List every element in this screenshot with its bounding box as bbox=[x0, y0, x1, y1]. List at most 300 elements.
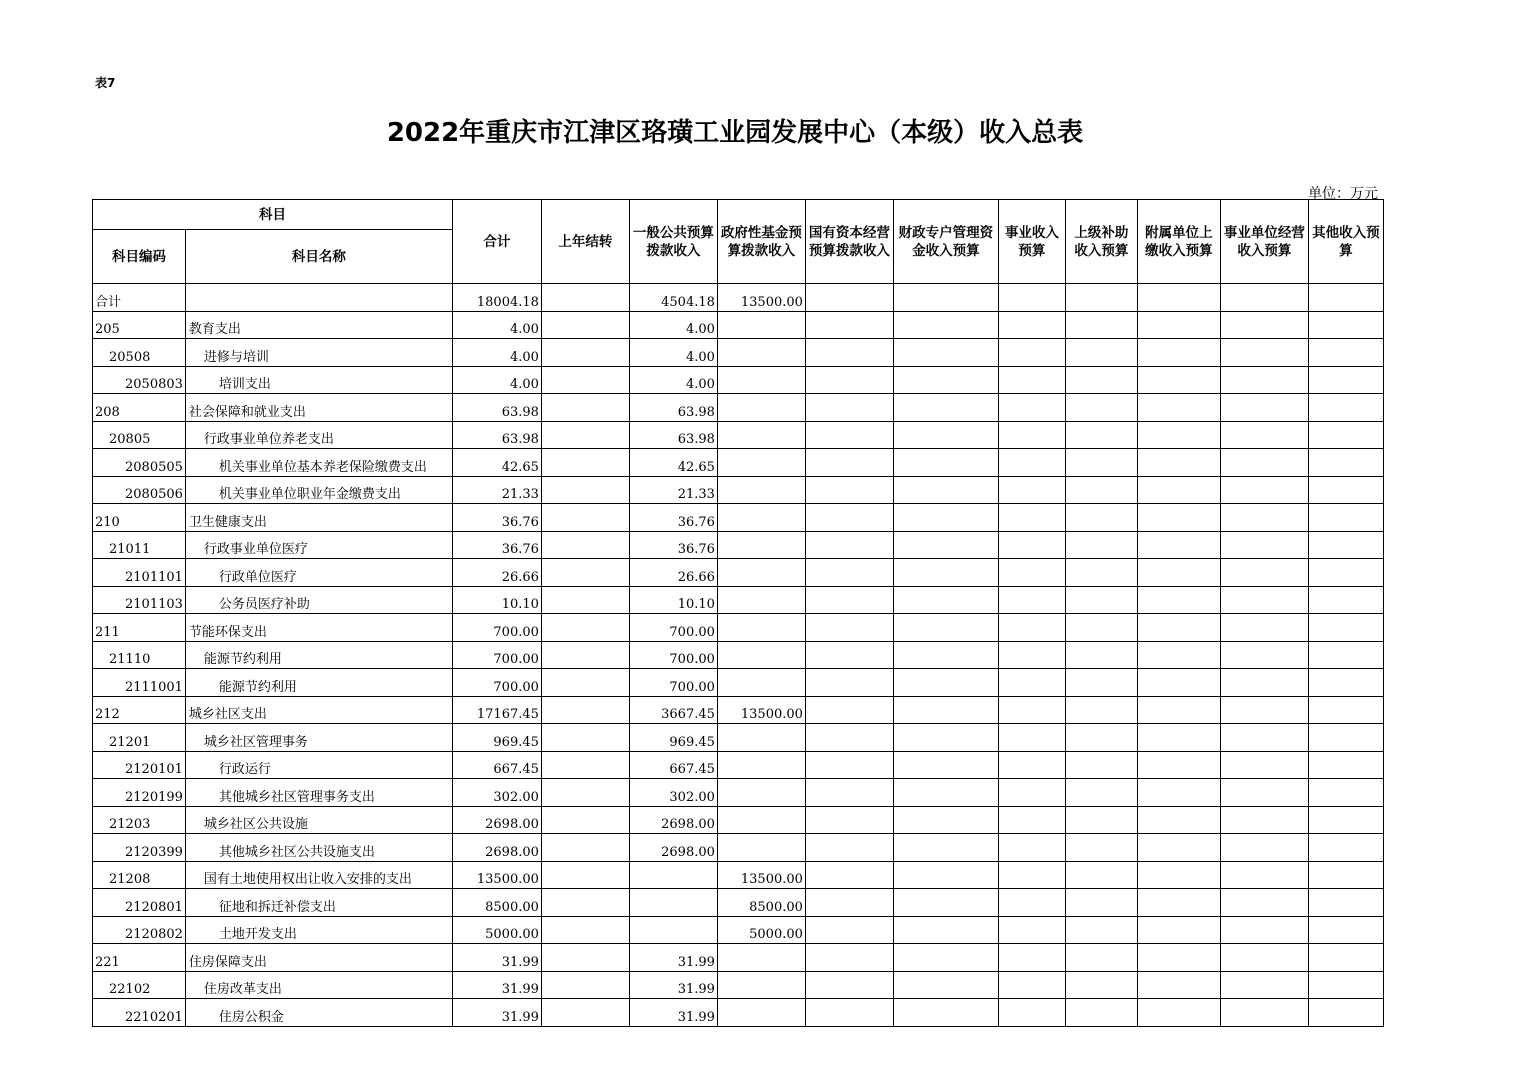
table-row bbox=[93, 724, 1384, 752]
gov-fund-cell: 8500.00 bbox=[717, 889, 805, 917]
empty-cell bbox=[1308, 806, 1383, 834]
empty-cell bbox=[805, 834, 893, 862]
empty-cell bbox=[1308, 449, 1383, 477]
empty-cell bbox=[1065, 751, 1137, 779]
empty-cell bbox=[1308, 696, 1383, 724]
total-cell: 26.66 bbox=[452, 559, 541, 587]
subject-name: 行政单位医疗 bbox=[185, 559, 452, 587]
empty-cell bbox=[893, 834, 998, 862]
empty-cell bbox=[998, 724, 1065, 752]
carryover-cell bbox=[541, 834, 629, 862]
general-budget-cell: 42.65 bbox=[629, 449, 717, 477]
subject-code: 2120101 bbox=[93, 751, 186, 779]
gov-fund-cell bbox=[717, 586, 805, 614]
empty-cell bbox=[805, 531, 893, 559]
empty-cell bbox=[1065, 779, 1137, 807]
empty-cell bbox=[893, 696, 998, 724]
total-cell: 4.00 bbox=[452, 311, 541, 339]
empty-cell bbox=[1065, 421, 1137, 449]
empty-cell bbox=[1220, 586, 1308, 614]
empty-cell bbox=[998, 449, 1065, 477]
total-cell: 2698.00 bbox=[452, 834, 541, 862]
empty-cell bbox=[1137, 861, 1220, 889]
subject-code: 205 bbox=[93, 311, 186, 339]
empty-cell bbox=[1137, 449, 1220, 477]
carryover-cell bbox=[541, 614, 629, 642]
empty-cell bbox=[1137, 889, 1220, 917]
table-row bbox=[93, 449, 1384, 477]
carryover-cell bbox=[541, 586, 629, 614]
empty-cell bbox=[998, 586, 1065, 614]
carryover-cell bbox=[541, 861, 629, 889]
subject-code: 2210201 bbox=[93, 999, 186, 1027]
empty-cell bbox=[1137, 641, 1220, 669]
page-title: 2022年重庆市江津区珞璜工业园发展中心（本级）收入总表 bbox=[386, 118, 1084, 148]
empty-cell bbox=[998, 971, 1065, 999]
empty-cell bbox=[1220, 944, 1308, 972]
subject-name: 节能环保支出 bbox=[185, 614, 452, 642]
general-budget-cell: 969.45 bbox=[629, 724, 717, 752]
empty-cell bbox=[805, 586, 893, 614]
general-budget-cell: 3667.45 bbox=[629, 696, 717, 724]
subject-code: 211 bbox=[93, 614, 186, 642]
table-row bbox=[93, 531, 1384, 559]
empty-cell bbox=[805, 916, 893, 944]
general-budget-cell: 21.33 bbox=[629, 476, 717, 504]
subject-name: 能源节约利用 bbox=[185, 669, 452, 697]
empty-cell bbox=[1220, 834, 1308, 862]
gov-fund-cell bbox=[717, 999, 805, 1027]
general-budget-cell bbox=[629, 861, 717, 889]
general-budget-cell: 36.76 bbox=[629, 531, 717, 559]
subject-code: 2120801 bbox=[93, 889, 186, 917]
empty-cell bbox=[805, 366, 893, 394]
general-budget-cell: 700.00 bbox=[629, 669, 717, 697]
table-row bbox=[93, 669, 1384, 697]
empty-cell bbox=[1220, 614, 1308, 642]
carryover-cell bbox=[541, 696, 629, 724]
general-budget-cell bbox=[629, 889, 717, 917]
header-total: 合计 bbox=[452, 200, 541, 284]
general-budget-cell: 667.45 bbox=[629, 751, 717, 779]
empty-cell bbox=[1308, 476, 1383, 504]
general-budget-cell: 700.00 bbox=[629, 641, 717, 669]
table-row bbox=[93, 394, 1384, 422]
subject-code: 2080506 bbox=[93, 476, 186, 504]
table-row bbox=[93, 999, 1384, 1027]
general-budget-cell: 36.76 bbox=[629, 504, 717, 532]
empty-cell bbox=[998, 751, 1065, 779]
subject-name: 培训支出 bbox=[185, 366, 452, 394]
total-cell: 31.99 bbox=[452, 999, 541, 1027]
gov-fund-cell bbox=[717, 834, 805, 862]
carryover-cell bbox=[541, 394, 629, 422]
subject-name: 其他城乡社区公共设施支出 bbox=[185, 834, 452, 862]
total-cell: 700.00 bbox=[452, 669, 541, 697]
carryover-cell bbox=[541, 971, 629, 999]
table-label: 表7 bbox=[95, 76, 116, 90]
subject-name: 住房公积金 bbox=[185, 999, 452, 1027]
empty-cell bbox=[893, 751, 998, 779]
empty-cell bbox=[1220, 394, 1308, 422]
total-cell: 4.00 bbox=[452, 366, 541, 394]
empty-cell bbox=[1308, 311, 1383, 339]
empty-cell bbox=[998, 669, 1065, 697]
empty-cell bbox=[998, 806, 1065, 834]
gov-fund-cell bbox=[717, 311, 805, 339]
table-row bbox=[93, 614, 1384, 642]
empty-cell bbox=[893, 669, 998, 697]
empty-cell bbox=[1220, 779, 1308, 807]
general-budget-cell: 4.00 bbox=[629, 339, 717, 367]
empty-cell bbox=[1308, 586, 1383, 614]
total-cell: 700.00 bbox=[452, 614, 541, 642]
income-summary-table bbox=[92, 199, 1384, 1027]
table-row bbox=[93, 421, 1384, 449]
empty-cell bbox=[1308, 999, 1383, 1027]
table-row bbox=[93, 504, 1384, 532]
empty-cell bbox=[805, 944, 893, 972]
table-row bbox=[93, 916, 1384, 944]
empty-cell bbox=[1065, 861, 1137, 889]
subject-name: 社会保障和就业支出 bbox=[185, 394, 452, 422]
empty-cell bbox=[998, 999, 1065, 1027]
empty-cell bbox=[1137, 669, 1220, 697]
total-cell: 31.99 bbox=[452, 944, 541, 972]
table-row bbox=[93, 586, 1384, 614]
empty-cell bbox=[805, 394, 893, 422]
subject-name: 其他城乡社区管理事务支出 bbox=[185, 779, 452, 807]
carryover-cell bbox=[541, 366, 629, 394]
header-state-capital: 国有资本经营预算拨款收入 bbox=[805, 200, 893, 284]
total-cell: 2698.00 bbox=[452, 806, 541, 834]
empty-cell bbox=[1137, 476, 1220, 504]
total-cell: 5000.00 bbox=[452, 916, 541, 944]
table-row bbox=[93, 944, 1384, 972]
empty-cell bbox=[1220, 669, 1308, 697]
header-name: 科目名称 bbox=[185, 230, 452, 284]
subject-code: 21201 bbox=[93, 724, 186, 752]
empty-cell bbox=[805, 504, 893, 532]
empty-cell bbox=[893, 916, 998, 944]
general-budget-cell: 63.98 bbox=[629, 421, 717, 449]
empty-cell bbox=[1308, 421, 1383, 449]
subject-name: 行政事业单位医疗 bbox=[185, 531, 452, 559]
empty-cell bbox=[1137, 531, 1220, 559]
empty-cell bbox=[1220, 806, 1308, 834]
empty-cell bbox=[1065, 889, 1137, 917]
subject-code: 2120399 bbox=[93, 834, 186, 862]
header-code: 科目编码 bbox=[93, 230, 186, 284]
total-cell: 969.45 bbox=[452, 724, 541, 752]
table-row bbox=[93, 751, 1384, 779]
carryover-cell bbox=[541, 779, 629, 807]
subject-name bbox=[185, 284, 452, 312]
empty-cell bbox=[1308, 751, 1383, 779]
empty-cell bbox=[893, 559, 998, 587]
carryover-cell bbox=[541, 339, 629, 367]
general-budget-cell: 31.99 bbox=[629, 971, 717, 999]
general-budget-cell: 31.99 bbox=[629, 999, 717, 1027]
header-operating-income: 事业单位经营收入预算 bbox=[1220, 200, 1308, 284]
empty-cell bbox=[998, 916, 1065, 944]
empty-cell bbox=[1308, 944, 1383, 972]
total-cell: 21.33 bbox=[452, 476, 541, 504]
header-carryover: 上年结转 bbox=[541, 200, 629, 284]
header-superior-subsidy: 上级补助收入预算 bbox=[1065, 200, 1137, 284]
subject-name: 公务员医疗补助 bbox=[185, 586, 452, 614]
empty-cell bbox=[998, 421, 1065, 449]
empty-cell bbox=[1137, 724, 1220, 752]
gov-fund-cell bbox=[717, 779, 805, 807]
total-cell: 36.76 bbox=[452, 504, 541, 532]
subject-name: 机关事业单位基本养老保险缴费支出 bbox=[185, 449, 452, 477]
empty-cell bbox=[998, 559, 1065, 587]
empty-cell bbox=[805, 861, 893, 889]
empty-cell bbox=[998, 834, 1065, 862]
carryover-cell bbox=[541, 421, 629, 449]
empty-cell bbox=[1137, 971, 1220, 999]
empty-cell bbox=[1220, 311, 1308, 339]
carryover-cell bbox=[541, 751, 629, 779]
carryover-cell bbox=[541, 449, 629, 477]
table-row bbox=[93, 889, 1384, 917]
gov-fund-cell: 13500.00 bbox=[717, 284, 805, 312]
empty-cell bbox=[1137, 311, 1220, 339]
total-cell: 36.76 bbox=[452, 531, 541, 559]
empty-cell bbox=[1220, 861, 1308, 889]
gov-fund-cell bbox=[717, 669, 805, 697]
total-cell: 31.99 bbox=[452, 971, 541, 999]
header-affiliated-remit: 附属单位上缴收入预算 bbox=[1137, 200, 1220, 284]
empty-cell bbox=[893, 779, 998, 807]
empty-cell bbox=[805, 476, 893, 504]
empty-cell bbox=[1065, 476, 1137, 504]
empty-cell bbox=[893, 504, 998, 532]
subject-code: 21203 bbox=[93, 806, 186, 834]
empty-cell bbox=[1065, 449, 1137, 477]
subject-code: 2080505 bbox=[93, 449, 186, 477]
empty-cell bbox=[893, 806, 998, 834]
empty-cell bbox=[1137, 806, 1220, 834]
empty-cell bbox=[1065, 916, 1137, 944]
empty-cell bbox=[1308, 366, 1383, 394]
empty-cell bbox=[893, 724, 998, 752]
empty-cell bbox=[893, 999, 998, 1027]
total-cell: 13500.00 bbox=[452, 861, 541, 889]
carryover-cell bbox=[541, 889, 629, 917]
empty-cell bbox=[1065, 669, 1137, 697]
empty-cell bbox=[1220, 696, 1308, 724]
subject-name: 行政运行 bbox=[185, 751, 452, 779]
total-cell: 63.98 bbox=[452, 421, 541, 449]
subject-code: 2101103 bbox=[93, 586, 186, 614]
empty-cell bbox=[1308, 779, 1383, 807]
subject-name: 进修与培训 bbox=[185, 339, 452, 367]
empty-cell bbox=[998, 394, 1065, 422]
empty-cell bbox=[998, 614, 1065, 642]
empty-cell bbox=[1065, 614, 1137, 642]
empty-cell bbox=[998, 861, 1065, 889]
empty-cell bbox=[998, 311, 1065, 339]
empty-cell bbox=[805, 971, 893, 999]
empty-cell bbox=[1220, 504, 1308, 532]
total-cell: 302.00 bbox=[452, 779, 541, 807]
table-row bbox=[93, 311, 1384, 339]
carryover-cell bbox=[541, 476, 629, 504]
table-row bbox=[93, 339, 1384, 367]
carryover-cell bbox=[541, 916, 629, 944]
gov-fund-cell: 13500.00 bbox=[717, 861, 805, 889]
empty-cell bbox=[805, 311, 893, 339]
empty-cell bbox=[1065, 641, 1137, 669]
empty-cell bbox=[1137, 944, 1220, 972]
empty-cell bbox=[1137, 559, 1220, 587]
empty-cell bbox=[805, 751, 893, 779]
carryover-cell bbox=[541, 559, 629, 587]
subject-code: 2111001 bbox=[93, 669, 186, 697]
subject-name: 城乡社区支出 bbox=[185, 696, 452, 724]
total-cell: 17167.45 bbox=[452, 696, 541, 724]
empty-cell bbox=[1308, 861, 1383, 889]
empty-cell bbox=[998, 944, 1065, 972]
subject-code: 2101101 bbox=[93, 559, 186, 587]
empty-cell bbox=[805, 284, 893, 312]
table-row bbox=[93, 476, 1384, 504]
subject-code: 合计 bbox=[93, 284, 186, 312]
empty-cell bbox=[1137, 834, 1220, 862]
general-budget-cell: 4504.18 bbox=[629, 284, 717, 312]
general-budget-cell: 10.10 bbox=[629, 586, 717, 614]
gov-fund-cell bbox=[717, 449, 805, 477]
empty-cell bbox=[1220, 559, 1308, 587]
empty-cell bbox=[1065, 834, 1137, 862]
subject-name: 住房保障支出 bbox=[185, 944, 452, 972]
empty-cell bbox=[1308, 916, 1383, 944]
header-subject: 科目 bbox=[93, 200, 453, 230]
empty-cell bbox=[1220, 339, 1308, 367]
empty-cell bbox=[1137, 504, 1220, 532]
general-budget-cell: 4.00 bbox=[629, 311, 717, 339]
empty-cell bbox=[1220, 366, 1308, 394]
empty-cell bbox=[893, 449, 998, 477]
total-cell: 700.00 bbox=[452, 641, 541, 669]
subject-name: 卫生健康支出 bbox=[185, 504, 452, 532]
empty-cell bbox=[1220, 889, 1308, 917]
carryover-cell bbox=[541, 641, 629, 669]
empty-cell bbox=[805, 641, 893, 669]
empty-cell bbox=[805, 421, 893, 449]
empty-cell bbox=[1308, 834, 1383, 862]
subject-code: 22102 bbox=[93, 971, 186, 999]
general-budget-cell: 4.00 bbox=[629, 366, 717, 394]
empty-cell bbox=[893, 641, 998, 669]
total-cell: 63.98 bbox=[452, 394, 541, 422]
carryover-cell bbox=[541, 504, 629, 532]
subject-name: 土地开发支出 bbox=[185, 916, 452, 944]
empty-cell bbox=[1220, 531, 1308, 559]
table-row bbox=[93, 696, 1384, 724]
empty-cell bbox=[1308, 504, 1383, 532]
gov-fund-cell bbox=[717, 476, 805, 504]
total-cell: 8500.00 bbox=[452, 889, 541, 917]
empty-cell bbox=[1137, 339, 1220, 367]
empty-cell bbox=[805, 779, 893, 807]
empty-cell bbox=[893, 394, 998, 422]
header-other-income: 其他收入预算 bbox=[1308, 200, 1383, 284]
gov-fund-cell bbox=[717, 531, 805, 559]
empty-cell bbox=[805, 449, 893, 477]
subject-name: 机关事业单位职业年金缴费支出 bbox=[185, 476, 452, 504]
carryover-cell bbox=[541, 311, 629, 339]
empty-cell bbox=[1308, 641, 1383, 669]
empty-cell bbox=[1137, 999, 1220, 1027]
empty-cell bbox=[1308, 339, 1383, 367]
table-row bbox=[93, 861, 1384, 889]
empty-cell bbox=[1065, 559, 1137, 587]
total-cell: 18004.18 bbox=[452, 284, 541, 312]
empty-cell bbox=[1220, 421, 1308, 449]
empty-cell bbox=[1065, 999, 1137, 1027]
empty-cell bbox=[893, 476, 998, 504]
empty-cell bbox=[1308, 559, 1383, 587]
gov-fund-cell bbox=[717, 944, 805, 972]
gov-fund-cell bbox=[717, 614, 805, 642]
subject-code: 21011 bbox=[93, 531, 186, 559]
empty-cell bbox=[1137, 394, 1220, 422]
empty-cell bbox=[1137, 284, 1220, 312]
empty-cell bbox=[998, 641, 1065, 669]
gov-fund-cell bbox=[717, 559, 805, 587]
empty-cell bbox=[1220, 971, 1308, 999]
gov-fund-cell: 13500.00 bbox=[717, 696, 805, 724]
subject-name: 征地和拆迁补偿支出 bbox=[185, 889, 452, 917]
empty-cell bbox=[805, 999, 893, 1027]
table-row bbox=[93, 366, 1384, 394]
gov-fund-cell bbox=[717, 971, 805, 999]
empty-cell bbox=[893, 889, 998, 917]
subject-code: 2120802 bbox=[93, 916, 186, 944]
carryover-cell bbox=[541, 531, 629, 559]
carryover-cell bbox=[541, 284, 629, 312]
subject-name: 城乡社区公共设施 bbox=[185, 806, 452, 834]
empty-cell bbox=[1308, 284, 1383, 312]
gov-fund-cell bbox=[717, 641, 805, 669]
empty-cell bbox=[998, 696, 1065, 724]
empty-cell bbox=[1065, 284, 1137, 312]
empty-cell bbox=[805, 559, 893, 587]
subject-code: 2120199 bbox=[93, 779, 186, 807]
subject-name: 城乡社区管理事务 bbox=[185, 724, 452, 752]
gov-fund-cell bbox=[717, 366, 805, 394]
empty-cell bbox=[1220, 284, 1308, 312]
header-general-budget: 一般公共预算拨款收入 bbox=[629, 200, 717, 284]
empty-cell bbox=[1308, 614, 1383, 642]
gov-fund-cell bbox=[717, 504, 805, 532]
general-budget-cell: 2698.00 bbox=[629, 834, 717, 862]
empty-cell bbox=[998, 339, 1065, 367]
header-business-income: 事业收入预算 bbox=[998, 200, 1065, 284]
gov-fund-cell bbox=[717, 806, 805, 834]
empty-cell bbox=[1065, 971, 1137, 999]
gov-fund-cell bbox=[717, 394, 805, 422]
empty-cell bbox=[1065, 531, 1137, 559]
subject-name: 教育支出 bbox=[185, 311, 452, 339]
subject-code: 2050803 bbox=[93, 366, 186, 394]
empty-cell bbox=[1137, 916, 1220, 944]
empty-cell bbox=[1065, 504, 1137, 532]
empty-cell bbox=[1308, 669, 1383, 697]
